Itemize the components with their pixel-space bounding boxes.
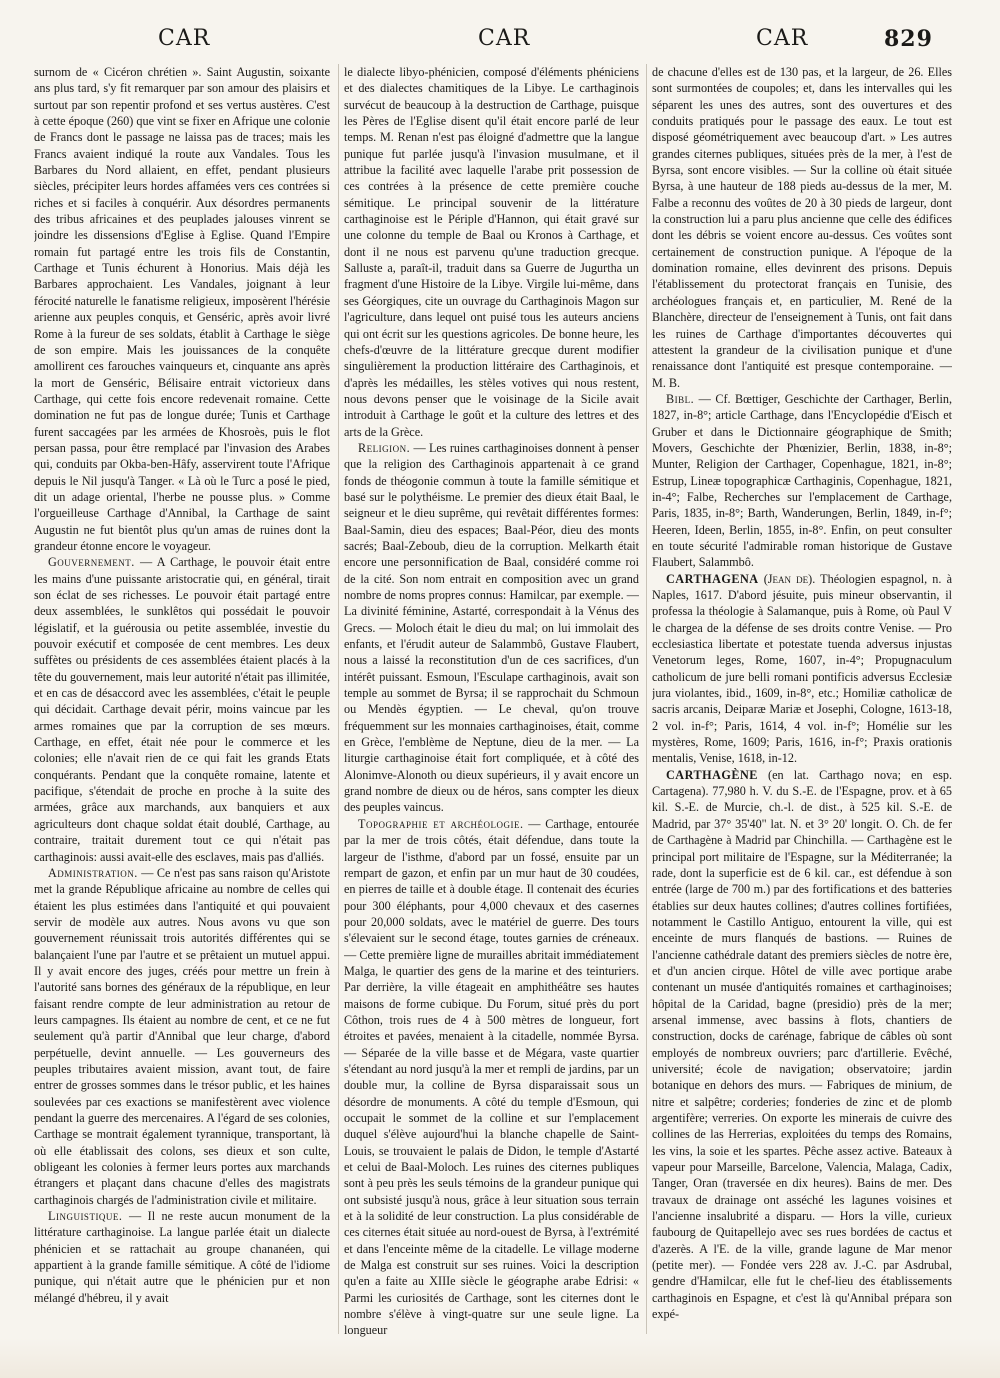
paragraph xyxy=(34,1208,330,1306)
section-lead: Linguistique. xyxy=(48,1209,123,1224)
running-header xyxy=(0,26,1000,62)
paragraph-text: — Les ruines carthaginoises donnent à penser que la religion des Carthaginois appartenait à ce grand fonds de théogonie commun à toute la famille sémitique et basé sur le polythéisme. Le premier des dieux était Baal, le seigneur et le dieu suprême, qui revêtait différentes formes: Baal-Samin, dieu des espaces; Baal-Péor, dieu des monts sacrés; Baal-Zeboub, dieu de la corruption. Melkarth était encore une personnification de Baal, considéré comme roi de la cité. Son nom entrait en composition avec un grand nombre de noms propres connus: Hamilcar, par exemple. — La divinité féminine, Astarté, correspondait à la Vénus des Grecs. — Moloch était le dieu du mal; on lui immolait des enfants, et l'érudit auteur de Salammbô, Gustave Flaubert, nous a laissé la reconstitution d'un de ces sacrifices, d'un intérêt puissant. Esmoun, l'Esculape carthaginois, avait son temple au sommet de Byrsa; il se rapprochait du Schmoun ou Mendès égyptien. — Le cheval, qu'on trouve fréquemment sur les monnaies carthaginoises, était, comme en Grèce, l'emblème de Neptune, dieu de la mer. — La liturgie carthaginoise était fort compliquée, et à côté des Alonimve-Alonoth ou dieux supérieurs, il y avait encore un grand nombre de dieux ou de héros, sans compter les dieux des peuples vaincus. xyxy=(344,440,639,815)
entry-headword: CARTHAGÈNE xyxy=(666,767,758,782)
page-number: 829 xyxy=(884,26,933,52)
paragraph-text: — Il ne reste aucun monument de la littérature carthaginoise. La langue parlée était un dialecte phénicien et se rattachait au groupe chananéen, qui appartient à la grande famille sémitique. A côté de l'idiome punique, qui n'était autre que le phénicien pur et non mélangé d'hébreu, il y avait xyxy=(34,1209,330,1305)
paragraph xyxy=(34,554,330,865)
paragraph-text: — Carthage, entourée par la mer de trois côtés, était défendue, dans toute la largeur de l'isthme, d'abord par un fossé, ensuite par un rempart de gazon, et enfin par un mur haut de 30 coudées, en pierres de taille et à double étage. Il contenait des écuries pour 300 éléphants, pour 4,000 chevaux et des casernes pour 20,000 soldats, avec le matériel de guerre. Des tours s'élevaient sur le second étage, toutes garnies de créneaux. — Cette première ligne de murailles abritait immédiatement Malga, le quartier des gens de la marine et des teinturiers. Par derrière, la ville étageait en amphithéâtre ses hautes maisons de forme cubique. Du Forum, situé près du port Côthon, trois rues de 4 à 500 mètres de longueur, fort étroites et pavées, menaient à la citadelle, nommée Byrsa. — Séparée de la ville basse et de Mégara, vaste quartier s'étendant au nord jusqu'à la mer et rempli de jardins, par un double mur, la colline de Byrsa disparaissait sous un désordre de monuments. A côté du temple d'Esmoun, qui occupait le sommet de la colline et sur l'emplacement duquel s'élève aujourd'hui la blanche chapelle de Saint-Louis, se trouvaient le palais de Didon, le temple d'Astarté et celui de Baal-Moloch. Les ruines des citernes publiques sont à peu près les seuls témoins de la grandeur punique qui ont subsisté jusqu'à nous, grâce à leur situation sous terrain et à la solidité de leur construction. La plus considérable de ces citernes était située au nord-ouest de Byrsa, à l'extrémité et dans l'enceinte même de la citadelle. Le village moderne de Malga est construit sur ses ruines. Voici la description qu'en a faite au XIIIe siècle le géographe arabe Edrisi: « Parmi les curiosités de Carthage, sont les citernes dont le nombre s'élève à vingt-quatre sur une seule ligne. La longueur xyxy=(344,816,639,1338)
paragraph xyxy=(652,571,952,767)
section-lead: Gouvernement. xyxy=(48,555,135,570)
paragraph-text: — Cf. Bœttiger, Geschichte der Carthager, Berlin, 1827, in-8°; article Carthage, dans l'Encyclopédie d'Eisch et Gruber et dans le Dictionnaire géographique de Smith; Movers, Geschichte der Phœnizier, Berlin, 1838, in-8°; Munter, Religion der Carthager, Copenhague, 1821, in-8°; Estrup, Lineæ topographicæ Carthaginis, Copenhague, 1821, in-4°; Falbe, Recherches sur l'emplacement de Carthage, Paris, 1835, in-8°; Barth, Wanderungen, Berlin, 1849, in-f°; Heeren, Ideen, Berlin, 1855, in-8°. Enfin, on peut consulter en toute sécurité l'admirable roman historique de Gustave Flaubert, Salammbô. xyxy=(652,391,952,570)
entry-subtitle: (Jean de). xyxy=(758,571,816,586)
paper-edge xyxy=(0,1338,1000,1378)
column-divider xyxy=(646,64,647,1334)
header-keyword-middle: CAR xyxy=(478,26,531,51)
paragraph-text: surnom de « Cicéron chrétien ». Saint Augustin, soixante ans plus tard, s'y fit remarquer par son amour des plaisirs et surtout par son repentir profond et ses vertus austères. C'est à cette époque (260) que vint se fixer en Afrique une colonie de Francs dont le passage ne laissa pas de traces; mais les Francs avaient indiqué la route aux Vandales. Tous les Barbares du Nord allaient, en effet, pendant plusieurs siècles, précipiter leurs hordes affamées vers ces contrées si riches et si faciles à conquérir. Aux désordres permanents des tribus africaines et des peuplades jalouses vinrent se joindre les dissensions d'Eglise à Eglise. Quand l'Empire romain fut partagé entre les trois fils de Constantin, Carthage et Tunis échurent à Honorius. Mais déjà les Barbares approchaient. Les Vandales, joignant à leur férocité naturelle le fanatisme religieux, imposèrent l'hérésie arienne aux peuples conquis, et Genséric, après avoir livré Rome à la fureur de ses soldats, établit à Carthage le siège de son empire. Mais les jouissances de la conquête amollirent ces farouches vainqueurs et, cinquante ans après la mort de Genséric, Bélisaire entrait victorieux dans Carthage, qui cette fois encore redevenait romaine. Cette domination ne fut pas de longue durée; Tunis et Carthage furent saccagées par les armées de Khosroès, puis le flot persan passa, pour être remplacé par l'invasion des Arabes qui, conduits par Okba-ben-Hâfy, asservirent toute l'Afrique depuis le Nil jusqu'à Tanger. « Là où le Turc a posé le pied, dit un adage oriental, l'herbe ne pousse plus. » Comme l'orgueilleuse Carthage d'Annibal, la Carthage de saint Augustin ne fut bientôt plus qu'un amas de ruines dont la grandeur étonne encore le voyageur. xyxy=(34,65,330,553)
section-lead: Topographie et archéologie. xyxy=(358,816,524,831)
paragraph xyxy=(652,391,952,571)
paragraph xyxy=(652,767,952,1323)
paragraph xyxy=(344,440,639,816)
text-column-3 xyxy=(652,64,952,1339)
header-keyword-right: CAR xyxy=(756,26,809,51)
paragraph-text: le dialecte libyo-phénicien, composé d'éléments phéniciens et des dialectes chamitiques de la Libye. Le carthaginois survécut de beaucoup à la destruction de Carthage, puisque les Pères de l'Eglise disent qu'il était encore parlé de leur temps. M. Renan n'est pas éloigné d'admettre que la langue punique fut parlée jusqu'à l'invasion musulmane, et il attribue la facilité avec laquelle l'arabe prit possession de ces contrées à la présence de cette première couche sémitique. Le principal souvenir de la littérature carthaginoise est le Périple d'Hannon, qui était gravé sur une colonne du temple de Baal ou Kronos à Carthage, et dont il ne nous est parvenu qu'une traduction grecque. Salluste a, paraît-il, traduit dans sa Guerre de Jugurtha un fragment d'une Histoire de la Libye. Virgile lui-même, dans ses Géorgiques, cite un ouvrage du Carthaginois Magon sur l'agriculture, dans lequel ont puisé tous les auteurs anciens qui ont écrit sur les questions agricoles. De bonne heure, les chefs-d'œuvre de la littérature grecque durent modifier singulièrement la production littéraire des Carthaginois, et d'après les médailles, les stèles votives qui nous restent, nous devons penser que le voisinage de la Sicile avait introduit à Carthage le goût et la culture des lettres et des arts de la Grèce. xyxy=(344,65,639,439)
paragraph xyxy=(34,64,330,554)
paragraph xyxy=(344,64,639,440)
section-lead: Bibl. xyxy=(666,391,695,406)
paragraph xyxy=(652,64,952,391)
column-divider xyxy=(338,64,339,1334)
paragraph xyxy=(34,865,330,1208)
section-lead: Religion. xyxy=(358,440,411,455)
entry-headword: CARTHAGENA xyxy=(666,571,759,586)
text-column-2 xyxy=(344,64,639,1339)
paragraph-text: — A Carthage, le pouvoir était entre les mains d'une puissante aristocratie qui, en général, tirait son éclat de ses richesses. Le pouvoir était partagé entre deux assemblées, le sunklêtos qui possédait le pouvoir législatif, et la guérousia ou petite assemblée, investie du pouvoir exécutif et composée de cent membres. Les deux suffètes ou présidents de ces assemblées étaient placés à la tête du gouvernement, mais leur autorité n'était pas illimitée, et en cas de désaccord avec les assemblées, c'était le peuple qui décidait. Carthage devait périr, moins vaincue par les armes romaines que par la corruption de ses mœurs. Carthage, en effet, était née pour le commerce et les colonies; elle n'avait rien de ce qui fait les grands Etats conquérants. Pendant que la conquête romaine, latente et pacifique, s'étendait de proche en proche à la suite des armées, grâce aux marchands, aux banquiers et aux agriculteurs dont chaque soldat était doublé, Carthage, au contraire, traitait durement tout ce qui n'était pas carthaginois: aussi avait-elle des esclaves, mais pas d'alliés. xyxy=(34,555,330,864)
paragraph-text: — Ce n'est pas sans raison qu'Aristote met la grande République africaine au nombre de celles qui étaient les plus estimées dans l'antiquité et qui pouvaient servir de modèle aux autres. Nous avons vu que son gouvernement réunissait trois autorités différentes qui se balançaient l'une par l'autre et se prêtaient un mutuel appui. Il y avait encore des juges, créés pour mettre un frein à l'autorité sans bornes des généraux de la république, en leur faisant rendre compte de leur administration au retour de leurs campagnes. Ils étaient au nombre de cent, et ce ne fut seulement qu'à partir d'Annibal que leur charge, d'abord perpétuelle, devint annuelle. — Les gouverneurs des peuples tributaires avaient mission, avant tout, de faire entrer de grosses sommes dans le trésor public, et les haines soulevées par ces exactions se manifestèrent avec violence pendant la guerre des mercenaires. A l'égard de ses colonies, Carthage se montrait également tyrannique, transportant, là où elle établissait des colons, ses dieux et son culte, obligeant les colonies à fermer leurs portes aux marchands étrangers et plaçant dans chacune d'elles des magistrats carthaginois chargés de l'administration civile et militaire. xyxy=(34,865,330,1207)
paragraph-text: de chacune d'elles est de 130 pas, et la largeur, de 26. Elles sont surmontées de coupoles; et, dans les intervalles qui les séparent les unes des autres, sont des ouvertures et des conduits pratiqués pour le passage des eaux. Le tout est disposé géométriquement avec beaucoup d'art. » Les autres grandes citernes publiques, situées près de la mer, à l'est de Byrsa, sont encore visibles. — Sur la colline où était située Byrsa, à une hauteur de 188 pieds au-dessus de la mer, M. Falbe a reconnu des voûtes de 20 à 30 pieds de largeur, dont la construction lui a paru plus ancienne que celle des édifices dont les débris se voient encore au-dessus. Ces voûtes sont certainement de construction punique. A l'époque de la domination romaine, elles devinrent des prisons. Depuis l'établissement du protectorat français en Tunisie, des archéologues français et, en particulier, M. René de la Blanchère, directeur de l'enseignement à Tunis, ont fait dans les ruines de Carthage d'importantes découvertes qui attestent la grandeur de la civilisation punique et d'une renaissance dont l'antiquité est presque contemporaine. — M. B. xyxy=(652,65,952,390)
section-lead: Administration. xyxy=(48,865,138,880)
paragraph-text: (en lat. Carthago nova; en esp. Cartagena). 77,980 h. V. du S.-E. de l'Espagne, prov. et à 65 kil. S.-E. de Murcie, ch.-l. de dist., à 525 kil. S.-E. de Madrid, par 37° 35'40" lat. N. et 3° 20' longit. O. Ch. de fer de Carthagène à Madrid par Chinchilla. — Carthagène est le principal port militaire de l'Espagne, sur la Méditerranée; la rade, dont la superficie est de 6 kil. car., est défendue à son entrée (large de 700 m.) par des fortifications et des batteries établies sur deux hautes collines; d'autres collines fortifiées, notamment le Castillo Antiguo, entourent la ville, qui est enceinte de murs flanqués de bastions. — Ruines de l'ancienne cathédrale datant des premiers siècles de notre ère, et d'un ancien cirque. Hôtel de ville avec portique arabe contenant un musée d'antiquités romaines et carthaginoises; hôpital de la Caridad, bagne (presidio) près de la mer; arsenal immense, avec bassins à flots, chantiers de construction, docks de carénage, fabrique de câbles où sont employés de nombreux ouvriers; parc d'artillerie. Evêché, université; école de navigation; observatoire; jardin botanique en dehors des murs. — Fabriques de minium, de nitre et salpêtre; corderies; fonderies de zinc et de plomb argentifère; verreries. On exporte les minerais de cuivre des collines de las Herrerias, exploitées du temps des Romains, les vins, la soie et les spartes. Pêche assez active. Bateaux à vapeur pour Marseille, Barcelone, Valencia, Malaga, Cadix, Tanger, Oran (traversée en dix heures). Bains de mer. Des travaux de drainage ont asséché les lagunes voisines et l'ancienne insalubrité a disparu. — Hors la ville, curieux faubourg de Quitapellejo avec ses rues bordées de cactus et d'azerès. A l'E. de la ville, grande lagune de Mar menor (petite mer). — Fondée vers 228 av. J.-C. par Asdrubal, gendre d'Hamilcar, elle fut le chef-lieu des établissements carthaginois en Espagne, et c'est là qu'Annibal prépara son expé- xyxy=(652,767,952,1322)
paragraph-text: Théologien espagnol, n. à Naples, 1617. D'abord jésuite, puis mineur observantin, il professa la théologie à Salamanque, puis à Rome, où Paul V le chargea de la défense de ses droits contre Venise. — Pro ecclesiastica libertate et potestate tuenda adversus injustas Venetorum leges, Rome, 1607, in-4°; Propugnaculum catholicum de jure belli romani pontificis adversus Ecclesiæ jura violantes, ibid., 1609, in-8°, etc.; Homiliæ catholicæ de sacris arcanis, Deiparæ Mariæ et Josephi, Cologne, 1613-18, 2 vol. in-f°; Paris, 1614, 4 vol. in-f°; Homélie sur les mystères, Rome, 1609; Paris, 1616, in-f°; Praxis orationis mentalis, Venise, 1618, in-12. xyxy=(652,571,952,766)
text-column-1 xyxy=(34,64,330,1339)
header-keyword-left: CAR xyxy=(158,26,211,51)
paragraph xyxy=(344,816,639,1339)
